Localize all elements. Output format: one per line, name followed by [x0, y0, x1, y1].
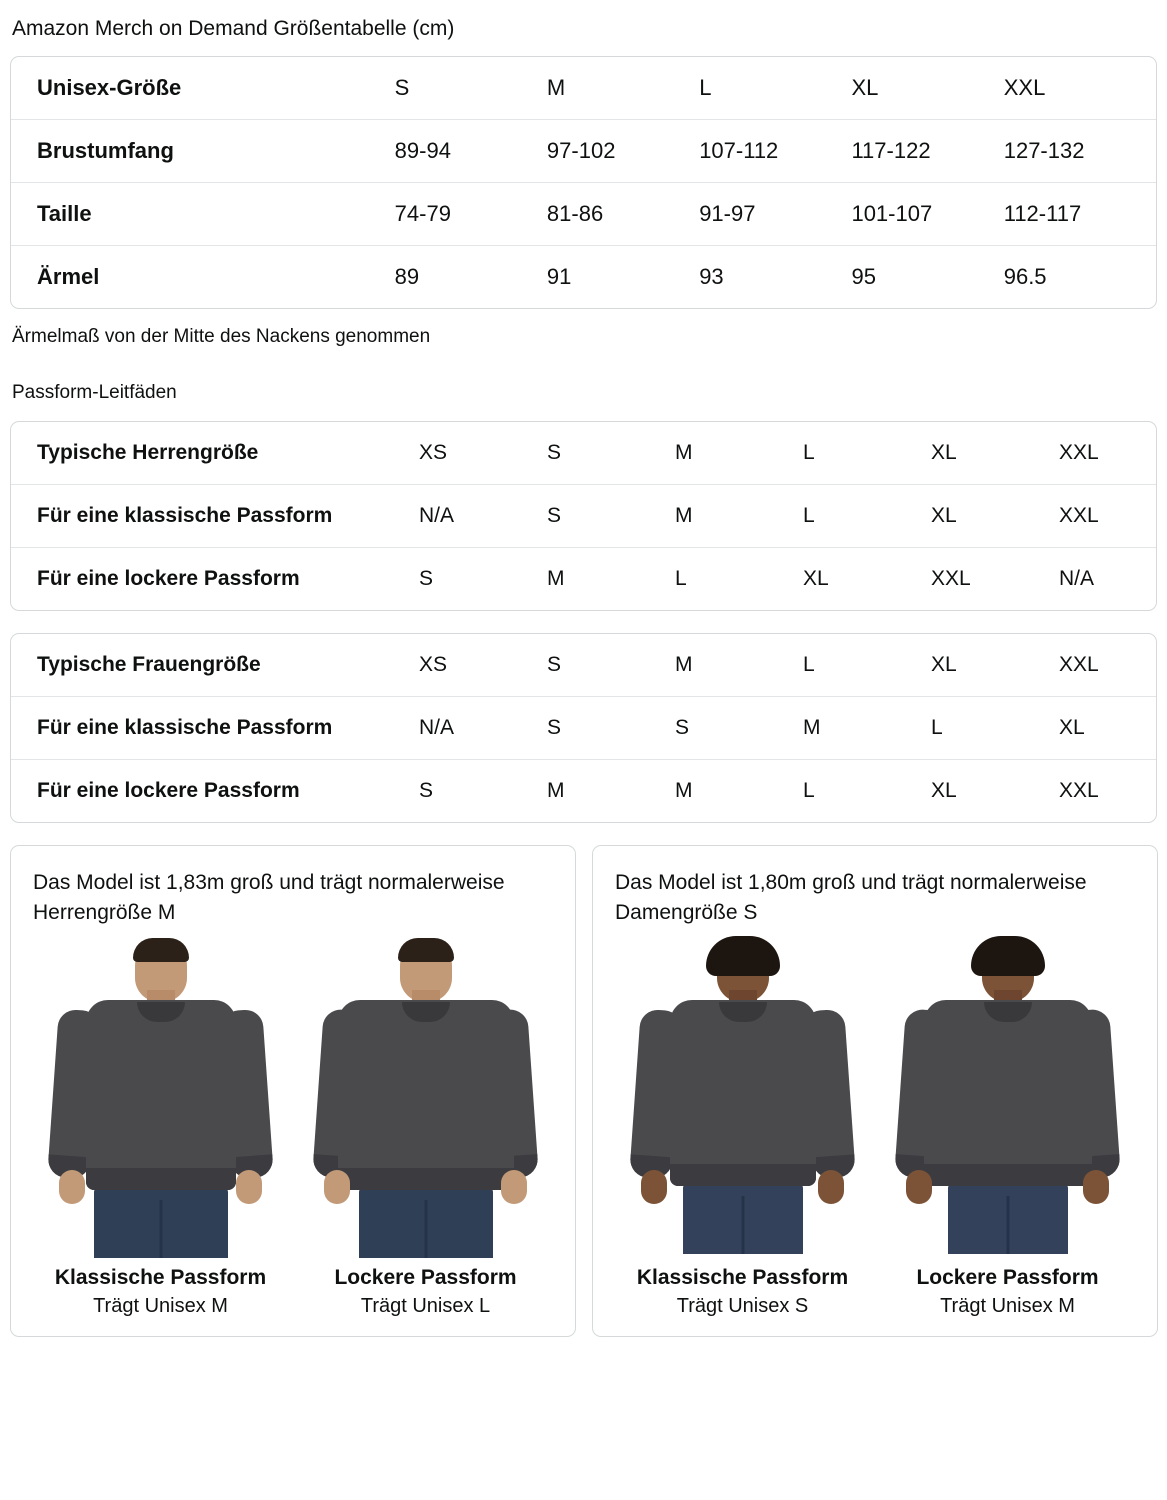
sweatshirt-body-shape — [670, 1000, 816, 1186]
cell: XXL — [1059, 779, 1099, 802]
cell: S — [547, 485, 675, 548]
cell: S — [675, 697, 803, 760]
table-row — [11, 634, 1157, 697]
figure-sublabel: Trägt Unisex M — [93, 1295, 228, 1317]
mens-fit-guide-table — [10, 421, 1157, 611]
figure-sublabel: Trägt Unisex M — [940, 1295, 1075, 1317]
table-row — [11, 120, 1156, 183]
cell: M — [675, 634, 803, 697]
cell: N/A — [419, 697, 547, 760]
table-row — [11, 246, 1156, 309]
cell: XXL — [1059, 634, 1157, 697]
row-label: Für eine lockere Passform — [37, 779, 300, 802]
row-label: Typische Frauengröße — [11, 634, 419, 697]
table-row — [11, 422, 1157, 485]
cell: M — [675, 485, 803, 548]
cell: XL — [931, 422, 1059, 485]
cell: XXL — [1004, 57, 1156, 120]
cell: XS — [419, 422, 547, 485]
cell: L — [699, 57, 851, 120]
hand-right-shape — [1083, 1170, 1109, 1204]
figure-label: Klassische Passform — [636, 1266, 849, 1289]
cell: L — [803, 634, 931, 697]
figure-sublabel: Trägt Unisex S — [676, 1295, 809, 1317]
cell: 127-132 — [1004, 120, 1156, 183]
hand-left-shape — [906, 1170, 932, 1204]
model-card-caption: Das Model ist 1,80m groß und trägt normalerweise Damengröße S — [615, 871, 1087, 924]
cell: XL — [803, 567, 829, 590]
figure-label: Klassische Passform — [54, 1266, 267, 1289]
figure-mens-loose-fit — [298, 938, 553, 1320]
figure-womens-loose-fit — [880, 938, 1135, 1320]
hair-shape — [971, 936, 1045, 976]
hand-left-shape — [324, 1170, 350, 1204]
row-label: Taille — [11, 183, 395, 246]
cell: XXL — [1059, 422, 1157, 485]
cell: 91-97 — [699, 183, 851, 246]
womens-loose-fit-illustration — [880, 938, 1135, 1258]
hand-left-shape — [641, 1170, 667, 1204]
womens-fit-guide-table — [10, 633, 1157, 823]
cell: M — [547, 567, 565, 590]
cell: L — [803, 779, 815, 802]
cell: XS — [419, 634, 547, 697]
hair-shape — [706, 936, 780, 976]
figure-label: Lockere Passform — [334, 1266, 517, 1289]
sweatshirt-body-shape — [86, 1000, 236, 1190]
cell: 101-107 — [851, 183, 1003, 246]
model-card-caption: Das Model ist 1,83m groß und trägt normalerweise Herrengröße M — [33, 871, 505, 924]
cell: L — [931, 697, 1059, 760]
cell: 89 — [394, 264, 420, 289]
hem-shape — [338, 1168, 514, 1190]
hand-left-shape — [59, 1170, 85, 1204]
cell: L — [803, 422, 931, 485]
table-row — [11, 548, 1157, 611]
page-title: Amazon Merch on Demand Größentabelle (cm) — [12, 17, 455, 40]
cell: S — [547, 634, 675, 697]
size-measurement-table — [10, 56, 1157, 309]
cell: S — [395, 57, 547, 120]
cell: M — [547, 779, 565, 802]
cell: S — [547, 697, 675, 760]
cell: XL — [931, 779, 957, 802]
cell: L — [675, 567, 687, 590]
cell: XXL — [1059, 485, 1157, 548]
sweatshirt-body-shape — [924, 1000, 1092, 1186]
hair-shape — [398, 938, 454, 962]
fit-guides-heading: Passform-Leitfäden — [12, 382, 177, 403]
cell: XL — [851, 57, 1003, 120]
row-label: Ärmel — [37, 264, 100, 289]
figure-sublabel: Trägt Unisex L — [360, 1295, 491, 1317]
row-label: Brustumfang — [11, 120, 395, 183]
table-row — [11, 697, 1157, 760]
figure-womens-classic-fit — [615, 938, 870, 1320]
hem-shape — [670, 1164, 816, 1186]
row-label: Für eine klassische Passform — [11, 697, 419, 760]
womens-classic-fit-illustration — [615, 938, 870, 1258]
cell: N/A — [1059, 567, 1095, 590]
cell: 91 — [546, 264, 572, 289]
womens-model-card — [592, 845, 1158, 1337]
cell: M — [675, 779, 693, 802]
jeans-shape — [94, 1188, 228, 1258]
table-row — [11, 485, 1157, 548]
sweatshirt-body-shape — [338, 1000, 514, 1190]
cell: 96.5 — [1003, 264, 1047, 289]
cell: 117-122 — [851, 120, 1003, 183]
cell: S — [419, 779, 434, 802]
hand-right-shape — [501, 1170, 527, 1204]
hand-right-shape — [236, 1170, 262, 1204]
row-label: Typische Herrengröße — [11, 422, 419, 485]
cell: XXL — [931, 567, 971, 590]
jeans-shape — [683, 1184, 803, 1254]
figure-label: Lockere Passform — [916, 1266, 1099, 1289]
hand-right-shape — [818, 1170, 844, 1204]
cell: XL — [1059, 697, 1157, 760]
table-row — [11, 760, 1157, 823]
mens-loose-fit-illustration — [298, 938, 553, 1258]
table-row — [11, 57, 1156, 120]
cell: 81-86 — [547, 183, 699, 246]
cell: M — [547, 57, 699, 120]
row-label: Für eine lockere Passform — [37, 567, 300, 590]
row-label: Für eine klassische Passform — [11, 485, 419, 548]
cell: 74-79 — [395, 183, 547, 246]
cell: 112-117 — [1004, 183, 1156, 246]
table-row — [11, 183, 1156, 246]
cell: 93 — [699, 264, 724, 289]
cell: XL — [931, 485, 1059, 548]
cell: 89-94 — [395, 120, 547, 183]
cell: XL — [931, 634, 1059, 697]
figure-mens-classic-fit — [33, 938, 288, 1320]
mens-classic-fit-illustration — [33, 938, 288, 1258]
cell: M — [675, 422, 803, 485]
cell: 95 — [851, 264, 876, 289]
cell: N/A — [419, 485, 547, 548]
cell: S — [547, 422, 675, 485]
row-label: Unisex-Größe — [11, 57, 395, 120]
cell: 97-102 — [547, 120, 699, 183]
cell: M — [803, 697, 931, 760]
cell: 107-112 — [699, 120, 851, 183]
cell: L — [803, 485, 931, 548]
cell: S — [419, 567, 434, 590]
sleeve-measure-note: Ärmelmaß von der Mitte des Nackens genommen — [12, 326, 431, 347]
model-cards-row — [10, 845, 1157, 1337]
hair-shape — [133, 938, 189, 962]
mens-model-card — [10, 845, 576, 1337]
jeans-shape — [948, 1184, 1068, 1254]
hem-shape — [924, 1164, 1092, 1186]
jeans-shape — [359, 1188, 493, 1258]
hem-shape — [86, 1168, 236, 1190]
